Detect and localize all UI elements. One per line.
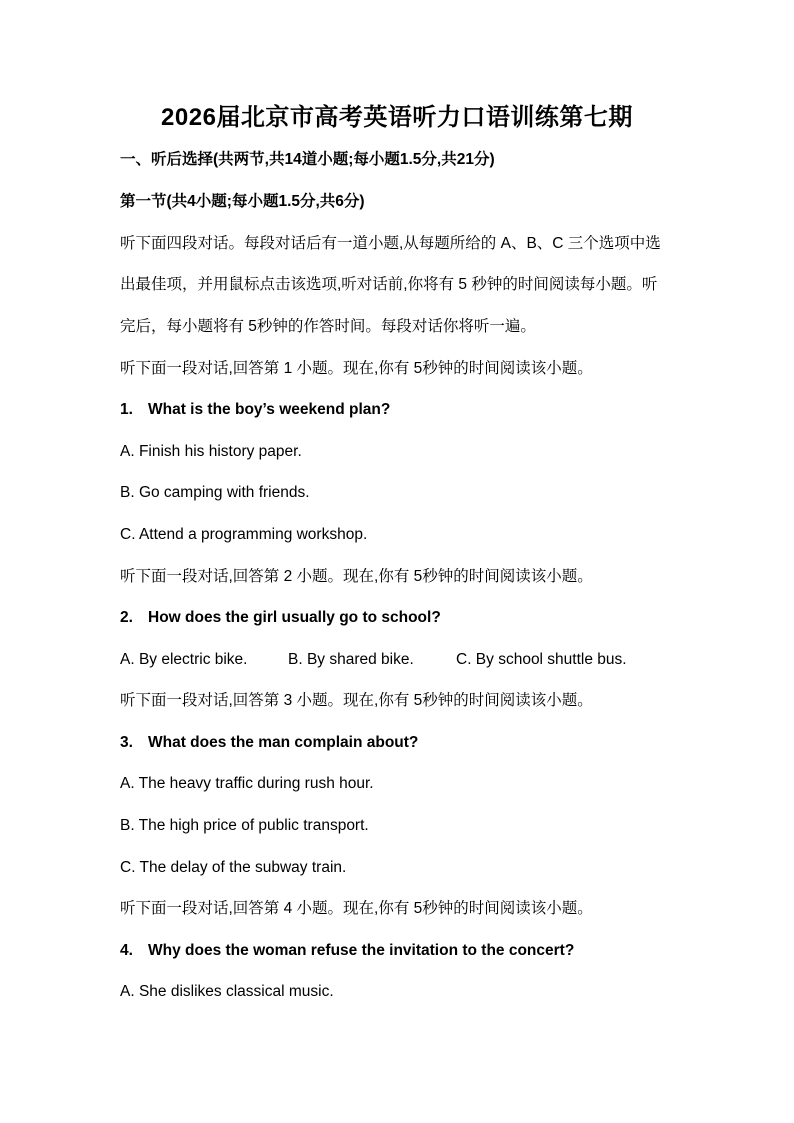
- question-4-option-a[interactable]: A. She dislikes classical music.: [120, 983, 334, 1000]
- part1-heading: 一、听后选择(共两节,共14道小题;每小题1.5分,共21分): [120, 151, 495, 168]
- question-2-option-c[interactable]: C. By school shuttle bus.: [456, 651, 627, 668]
- question-3-prompt: 听下面一段对话,回答第 3 小题。现在,你有 5秒钟的时间阅读该小题。: [120, 692, 593, 709]
- question-1-option-c[interactable]: C. Attend a programming workshop.: [120, 526, 368, 543]
- instruction-line-2: 出最佳项，并用鼠标点击该选项,听对话前,你将有 5 秒钟的时间阅读每小题。听: [120, 276, 658, 293]
- instruction-line-3: 完后，每小题将有 5秒钟的作答时间。每段对话你将听一遍。: [120, 318, 536, 335]
- question-1-text: What is the boy’s weekend plan?: [148, 401, 391, 418]
- question-4-prompt: 听下面一段对话,回答第 4 小题。现在,你有 5秒钟的时间阅读该小题。: [120, 900, 593, 917]
- question-1-prompt: 听下面一段对话,回答第 1 小题。现在,你有 5秒钟的时间阅读该小题。: [120, 360, 593, 377]
- question-3-option-a[interactable]: A. The heavy traffic during rush hour.: [120, 775, 374, 792]
- question-4-text: Why does the woman refuse the invitation to the concert?: [148, 942, 575, 959]
- question-3-text: What does the man complain about?: [148, 734, 419, 751]
- question-4-number: 4.: [120, 942, 133, 959]
- question-2: [120, 607, 441, 629]
- question-1-option-b[interactable]: B. Go camping with friends.: [120, 484, 310, 501]
- question-2-option-a[interactable]: A. By electric bike.: [120, 651, 248, 668]
- instruction-line-1: 听下面四段对话。每段对话后有一道小题,从每题所给的 A、B、C 三个选项中选: [120, 235, 661, 252]
- question-2-option-b[interactable]: B. By shared bike.: [288, 651, 414, 668]
- question-3-option-b[interactable]: B. The high price of public transport.: [120, 817, 369, 834]
- question-1: [120, 399, 390, 421]
- question-2-prompt: 听下面一段对话,回答第 2 小题。现在,你有 5秒钟的时间阅读该小题。: [120, 568, 593, 585]
- question-3-number: 3.: [120, 734, 133, 751]
- section1-heading: 第一节(共4小题;每小题1.5分,共6分): [120, 193, 365, 210]
- question-1-option-a[interactable]: A. Finish his history paper.: [120, 443, 302, 460]
- question-2-text: How does the girl usually go to school?: [148, 609, 441, 626]
- question-1-number: 1.: [120, 401, 133, 418]
- question-3: [120, 732, 418, 754]
- document-title: 2026届北京市高考英语听力口语训练第七期: [161, 104, 633, 131]
- question-4: [120, 940, 574, 962]
- question-3-option-c[interactable]: C. The delay of the subway train.: [120, 859, 347, 876]
- question-2-options: [120, 649, 627, 671]
- question-2-number: 2.: [120, 609, 133, 626]
